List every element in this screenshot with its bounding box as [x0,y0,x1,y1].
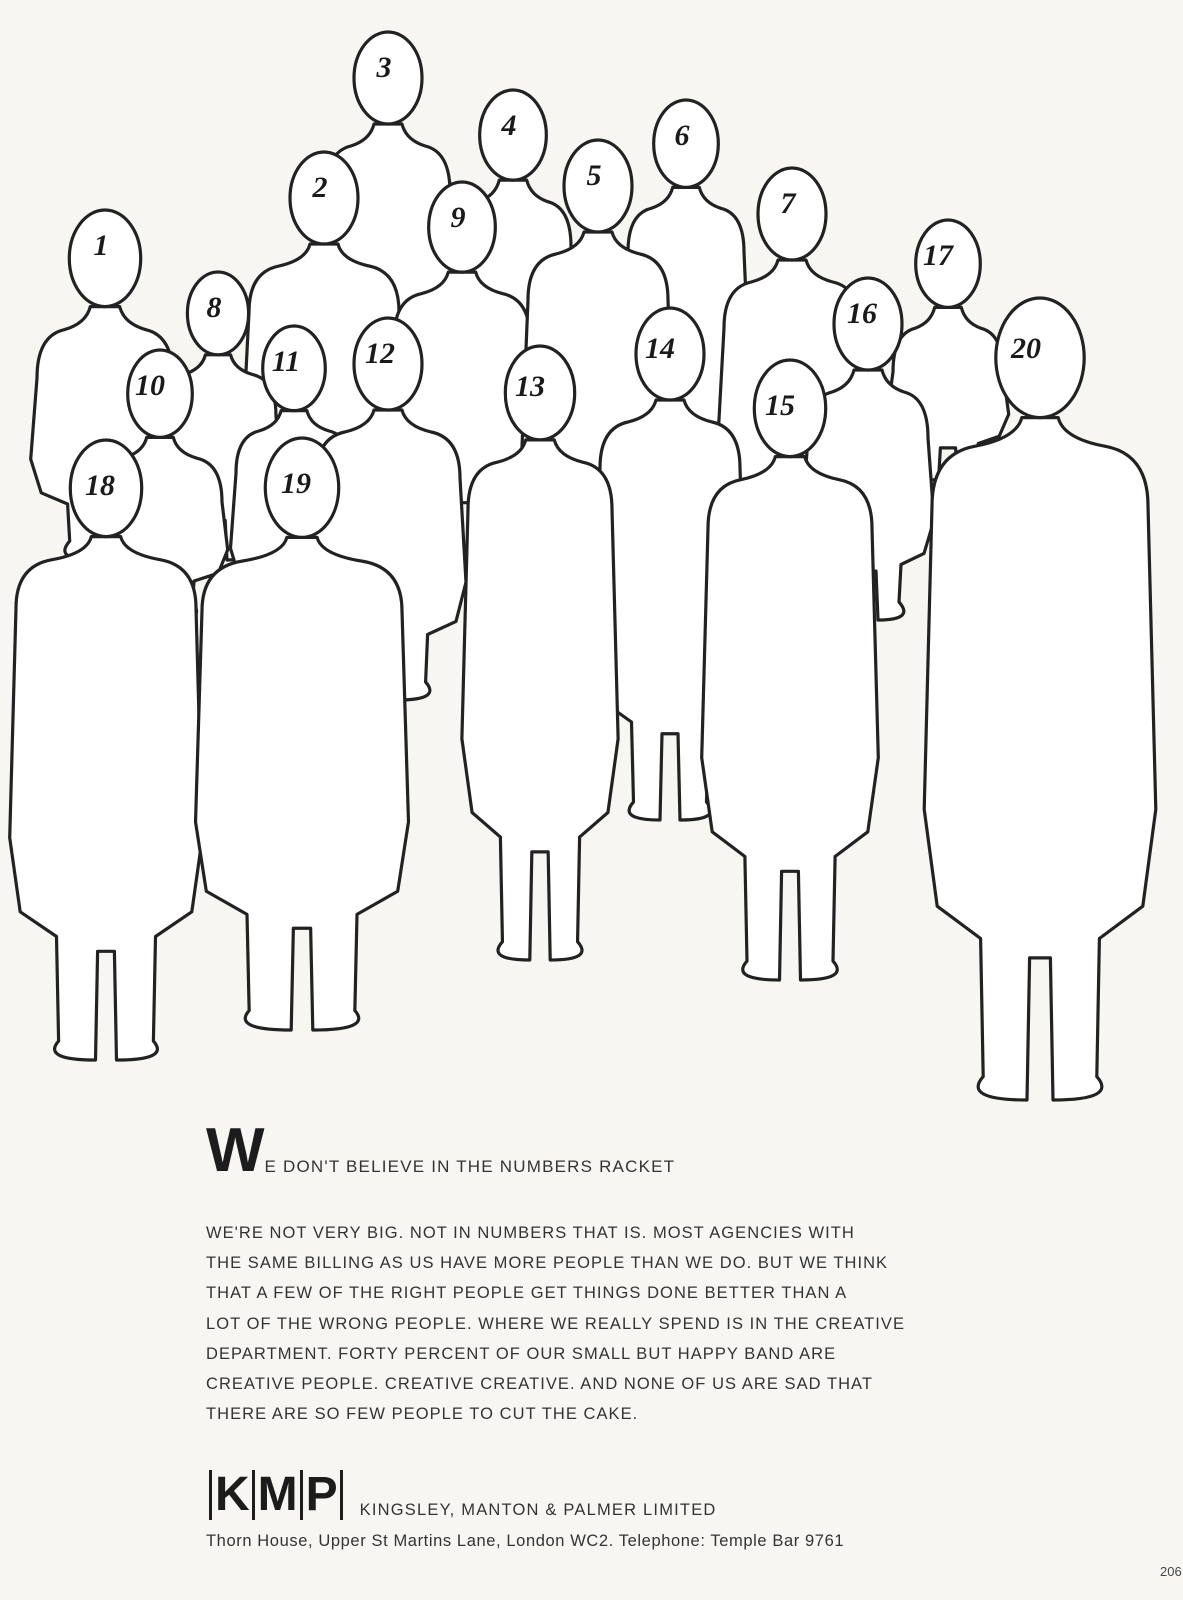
page-number: 206 [1160,1564,1182,1579]
body-line: THERE ARE SO FEW PEOPLE TO CUT THE CAKE. [206,1405,639,1424]
figure-number: 5 [586,159,602,192]
figure-number: 7 [780,187,796,220]
figure-number: 16 [847,297,877,330]
figure-number: 4 [501,109,517,142]
figure-number: 13 [515,370,545,403]
logo-bar [252,1470,255,1520]
body-line: THAT A FEW OF THE RIGHT PEOPLE GET THINGS DONE BETTER THAN A [206,1284,848,1303]
headline-text: E DON'T BELIEVE IN THE NUMBERS RACKET [264,1157,676,1176]
body-line: CREATIVE PEOPLE. CREATIVE CREATIVE. AND NONE OF US ARE SAD THAT [206,1375,873,1394]
figure-number: 17 [923,239,953,272]
figure-body [924,418,1156,1100]
figure-number: 6 [674,119,690,152]
logo-letter: P [305,1468,337,1521]
figure-number: 3 [376,51,392,84]
body-line: WE'RE NOT VERY BIG. NOT IN NUMBERS THAT IS. MOST AGENCIES WITH [206,1224,855,1242]
logo-bar [209,1470,212,1520]
figure-number: 9 [450,201,466,234]
headline [206,1116,966,1185]
kmp-logo [206,1470,346,1520]
figure-body [462,440,618,960]
body-line: THE SAME BILLING AS US HAVE MORE PEOPLE THAN WE DO. BUT WE THINK [206,1254,889,1273]
logo-letter: K [215,1468,249,1521]
company-address: Thorn House, Upper St Martins Lane, London WC2. Telephone: Temple Bar 9761 [206,1532,845,1550]
body-line: LOT OF THE WRONG PEOPLE. WHERE WE REALLY SPEND IS IN THE CREATIVE [206,1314,906,1333]
body-line: DEPARTMENT. FORTY PERCENT OF OUR SMALL BUT HAPPY BAND ARE [206,1344,837,1363]
figure-number: 11 [271,345,301,378]
figure-number: 8 [206,291,222,324]
figure-number: 18 [85,469,115,502]
figure-body [196,537,409,1030]
signature-row [206,1464,717,1520]
figure-body [702,457,879,980]
figure-number: 20 [1011,332,1041,365]
logo-letter: M [257,1468,297,1521]
figure-number: 19 [281,467,311,500]
figure-number: 15 [765,389,795,422]
figure-number: 12 [365,337,395,370]
body-copy [206,1218,986,1429]
figure-number: 1 [93,229,109,262]
headline-initial: W [206,1116,259,1185]
figure-body [10,537,203,1060]
figure-number: 14 [645,332,675,365]
company-name: KINGSLEY, MANTON & PALMER LIMITED [359,1501,717,1519]
figure-number: 10 [135,369,165,402]
figure-number: 2 [312,171,328,204]
logo-bar [340,1470,343,1520]
logo-bar [300,1470,303,1520]
